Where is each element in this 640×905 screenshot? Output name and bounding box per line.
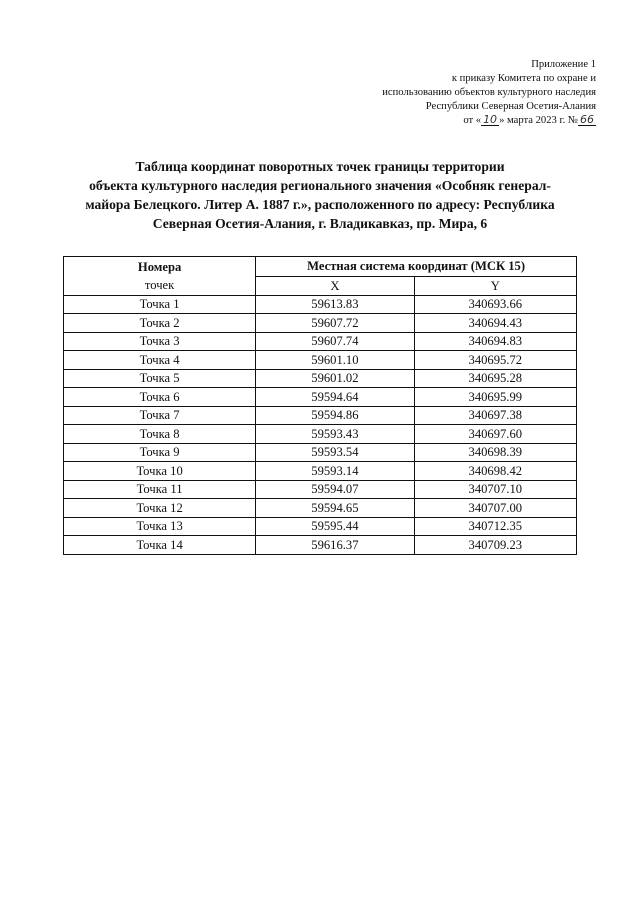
cell-y: 340694.83 bbox=[414, 332, 576, 351]
cell-y: 340707.10 bbox=[414, 480, 576, 499]
table-body bbox=[64, 295, 577, 554]
title-line-1: Таблица координат поворотных точек границы территории bbox=[135, 159, 505, 174]
cell-name: Точка 1 bbox=[64, 295, 256, 314]
cell-x: 59594.07 bbox=[256, 480, 414, 499]
cell-name: Точка 10 bbox=[64, 462, 256, 481]
date-prefix: от « bbox=[463, 115, 482, 126]
table-row bbox=[64, 443, 577, 462]
cell-y: 340695.28 bbox=[414, 369, 576, 388]
appendix-line-3: использованию объектов культурного наследия bbox=[382, 87, 596, 98]
title-line-3: майора Белецкого. Литер А. 1887 г.», расположенного по адресу: Республика bbox=[85, 197, 555, 212]
cell-y: 340694.43 bbox=[414, 314, 576, 333]
cell-name: Точка 7 bbox=[64, 406, 256, 425]
appendix-line-2: к приказу Комитета по охране и bbox=[451, 73, 596, 84]
cell-y: 340693.66 bbox=[414, 295, 576, 314]
cell-x: 59607.72 bbox=[256, 314, 414, 333]
cell-y: 340697.60 bbox=[414, 425, 576, 444]
cell-name: Точка 8 bbox=[64, 425, 256, 444]
cell-x: 59593.54 bbox=[256, 443, 414, 462]
cell-name: Точка 3 bbox=[64, 332, 256, 351]
coordinates-table bbox=[63, 256, 577, 555]
cell-name: Точка 11 bbox=[64, 480, 256, 499]
cell-y: 340695.99 bbox=[414, 388, 576, 407]
header-y: Y bbox=[414, 277, 576, 296]
cell-x: 59601.10 bbox=[256, 351, 414, 370]
cell-x: 59594.86 bbox=[256, 406, 414, 425]
date-middle: » марта 2023 г. № bbox=[499, 115, 578, 126]
cell-x: 59616.37 bbox=[256, 536, 414, 555]
table-row bbox=[64, 295, 577, 314]
cell-y: 340698.42 bbox=[414, 462, 576, 481]
header-point-numbers-line1: Номера bbox=[137, 259, 182, 274]
cell-y: 340707.00 bbox=[414, 499, 576, 518]
cell-name: Точка 6 bbox=[64, 388, 256, 407]
cell-name: Точка 9 bbox=[64, 443, 256, 462]
table-row bbox=[64, 462, 577, 481]
date-day-handwritten: 10 bbox=[483, 113, 498, 126]
title-line-4: Северная Осетия-Алания, г. Владикавказ, пр. Мира, 6 bbox=[152, 216, 488, 231]
cell-name: Точка 2 bbox=[64, 314, 256, 333]
cell-x: 59601.02 bbox=[256, 369, 414, 388]
cell-y: 340698.39 bbox=[414, 443, 576, 462]
cell-name: Точка 14 bbox=[64, 536, 256, 555]
table-row bbox=[64, 314, 577, 333]
cell-y: 340695.72 bbox=[414, 351, 576, 370]
table-row bbox=[64, 499, 577, 518]
table-row bbox=[64, 388, 577, 407]
cell-x: 59613.83 bbox=[256, 295, 414, 314]
cell-y: 340697.38 bbox=[414, 406, 576, 425]
cell-name: Точка 12 bbox=[64, 499, 256, 518]
cell-x: 59593.43 bbox=[256, 425, 414, 444]
header-coordinate-system: Местная система координат (МСК 15) bbox=[256, 257, 577, 277]
cell-x: 59594.64 bbox=[256, 388, 414, 407]
cell-name: Точка 13 bbox=[64, 517, 256, 536]
cell-x: 59593.14 bbox=[256, 462, 414, 481]
cell-x: 59607.74 bbox=[256, 332, 414, 351]
table-row bbox=[64, 369, 577, 388]
table-row bbox=[64, 480, 577, 499]
cell-y: 340712.35 bbox=[414, 517, 576, 536]
appendix-line-4: Республики Северная Осетия-Алания bbox=[425, 101, 596, 112]
header-point-numbers-line2: точек bbox=[144, 277, 175, 292]
table-row bbox=[64, 351, 577, 370]
document-title bbox=[40, 157, 600, 233]
appendix-header bbox=[296, 58, 596, 128]
table-row bbox=[64, 517, 577, 536]
order-number-handwritten: 66 bbox=[580, 113, 594, 126]
header-x: X bbox=[256, 277, 414, 296]
table-row bbox=[64, 536, 577, 555]
table-row bbox=[64, 332, 577, 351]
header-point-numbers bbox=[64, 257, 256, 296]
cell-name: Точка 5 bbox=[64, 369, 256, 388]
title-line-2: объекта культурного наследия регионального значения «Особняк генерал- bbox=[89, 178, 551, 193]
cell-x: 59595.44 bbox=[256, 517, 414, 536]
cell-y: 340709.23 bbox=[414, 536, 576, 555]
appendix-line-1: Приложение 1 bbox=[531, 59, 596, 70]
table-row bbox=[64, 425, 577, 444]
order-date-line bbox=[296, 114, 596, 128]
cell-name: Точка 4 bbox=[64, 351, 256, 370]
cell-x: 59594.65 bbox=[256, 499, 414, 518]
table-row bbox=[64, 406, 577, 425]
